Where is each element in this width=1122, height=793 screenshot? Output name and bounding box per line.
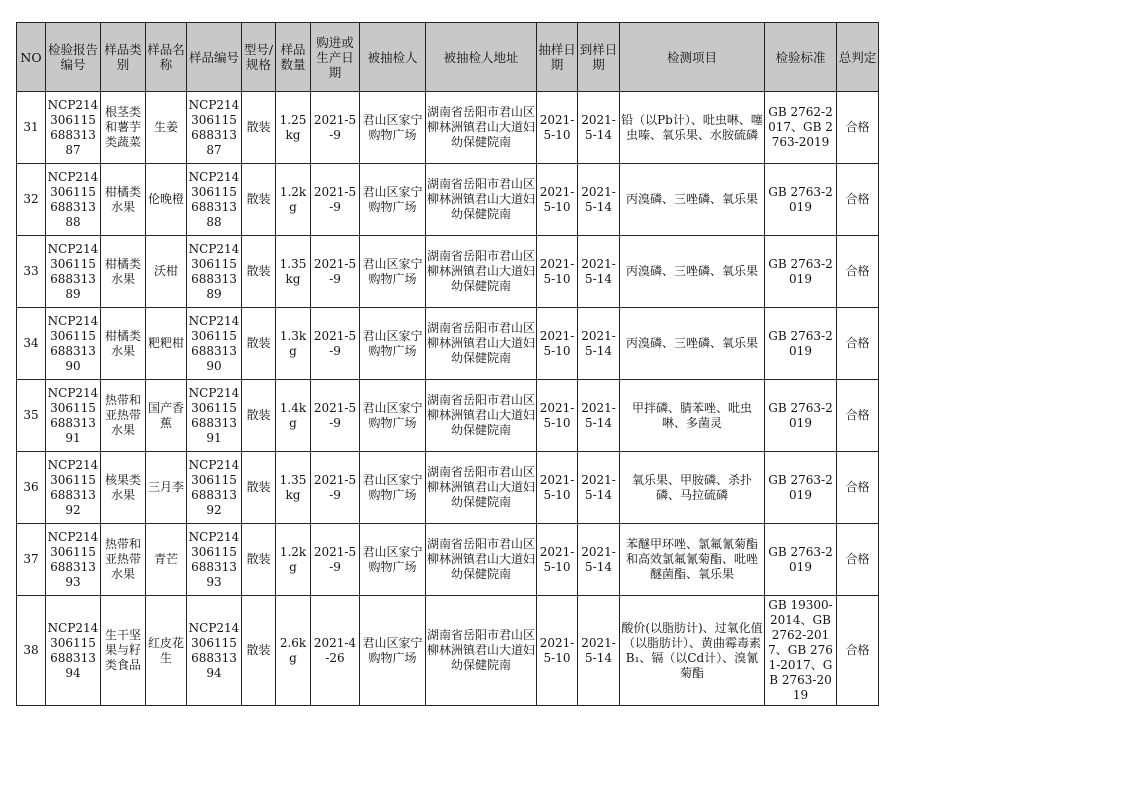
cell-name: 粑粑柑 [146,308,187,380]
cell-date: 2021-5-9 [311,308,360,380]
cell-items: 丙溴磷、三唑磷、氧乐果 [620,164,765,236]
cell-spec: 散装 [242,164,276,236]
cell-no: 35 [17,380,46,452]
cell-category: 核果类水果 [101,452,146,524]
cell-items: 甲拌磷、腈苯唑、吡虫啉、多菌灵 [620,380,765,452]
cell-category: 热带和亚热带水果 [101,380,146,452]
cell-verdict: 合格 [837,308,879,380]
cell-no: 32 [17,164,46,236]
cell-arrival-date: 2021-5-14 [578,596,620,706]
cell-report-no: NCP21430611568831393 [46,524,101,596]
cell-date: 2021-5-9 [311,236,360,308]
cell-standard: GB 2763-2019 [765,524,837,596]
cell-sampled-party: 君山区家宁购物广场 [360,236,426,308]
table-row [17,92,879,164]
cell-report-no: NCP21430611568831387 [46,92,101,164]
cell-standard: GB 19300-2014、GB 2762-2017、GB 2761-2017、GB 2763-2019 [765,596,837,706]
table-row [17,164,879,236]
cell-date: 2021-5-9 [311,164,360,236]
cell-sampled-party: 君山区家宁购物广场 [360,308,426,380]
cell-spec: 散装 [242,524,276,596]
cell-date: 2021-4-26 [311,596,360,706]
table-row [17,596,879,706]
column-header-sampled-party: 被抽检人 [360,23,426,92]
cell-name: 沃柑 [146,236,187,308]
cell-sample-no: NCP21430611568831388 [187,164,242,236]
cell-spec: 散装 [242,236,276,308]
cell-report-no: NCP21430611568831391 [46,380,101,452]
cell-sampling-date: 2021-5-10 [537,164,578,236]
cell-address: 湖南省岳阳市君山区柳林洲镇君山大道妇幼保健院南 [426,164,537,236]
cell-sampling-date: 2021-5-10 [537,452,578,524]
cell-no: 31 [17,92,46,164]
table-row [17,380,879,452]
cell-no: 38 [17,596,46,706]
cell-verdict: 合格 [837,164,879,236]
cell-category: 根茎类和薯芋类蔬菜 [101,92,146,164]
cell-arrival-date: 2021-5-14 [578,524,620,596]
cell-arrival-date: 2021-5-14 [578,236,620,308]
cell-date: 2021-5-9 [311,524,360,596]
cell-standard: GB 2763-2019 [765,380,837,452]
cell-address: 湖南省岳阳市君山区柳林洲镇君山大道妇幼保健院南 [426,524,537,596]
column-header-standard: 检验标准 [765,23,837,92]
column-header-sampling-date: 抽样日期 [537,23,578,92]
cell-sampling-date: 2021-5-10 [537,596,578,706]
column-header-date: 购进或生产日期 [311,23,360,92]
cell-name: 红皮花生 [146,596,187,706]
cell-quantity: 1.25kg [276,92,311,164]
cell-category: 柑橘类水果 [101,236,146,308]
table-row [17,308,879,380]
header-row [17,23,879,92]
cell-items: 铅（以Pb计）、吡虫啉、噻虫嗪、氧乐果、水胺硫磷 [620,92,765,164]
cell-spec: 散装 [242,308,276,380]
cell-date: 2021-5-9 [311,92,360,164]
cell-name: 生姜 [146,92,187,164]
cell-arrival-date: 2021-5-14 [578,308,620,380]
column-header-category: 样品类别 [101,23,146,92]
cell-address: 湖南省岳阳市君山区柳林洲镇君山大道妇幼保健院南 [426,308,537,380]
cell-standard: GB 2763-2019 [765,236,837,308]
cell-verdict: 合格 [837,452,879,524]
cell-sampling-date: 2021-5-10 [537,524,578,596]
cell-items: 氧乐果、甲胺磷、杀扑磷、马拉硫磷 [620,452,765,524]
cell-sampled-party: 君山区家宁购物广场 [360,164,426,236]
cell-sample-no: NCP21430611568831393 [187,524,242,596]
cell-sampling-date: 2021-5-10 [537,236,578,308]
cell-verdict: 合格 [837,524,879,596]
cell-sample-no: NCP21430611568831392 [187,452,242,524]
cell-sampled-party: 君山区家宁购物广场 [360,92,426,164]
cell-items: 丙溴磷、三唑磷、氧乐果 [620,308,765,380]
cell-quantity: 1.35kg [276,236,311,308]
cell-address: 湖南省岳阳市君山区柳林洲镇君山大道妇幼保健院南 [426,596,537,706]
cell-category: 柑橘类水果 [101,308,146,380]
cell-sample-no: NCP21430611568831390 [187,308,242,380]
cell-arrival-date: 2021-5-14 [578,92,620,164]
cell-spec: 散装 [242,596,276,706]
table-row [17,236,879,308]
cell-sampled-party: 君山区家宁购物广场 [360,524,426,596]
cell-verdict: 合格 [837,92,879,164]
cell-report-no: NCP21430611568831390 [46,308,101,380]
cell-verdict: 合格 [837,236,879,308]
cell-sample-no: NCP21430611568831389 [187,236,242,308]
cell-name: 三月李 [146,452,187,524]
cell-sample-no: NCP21430611568831394 [187,596,242,706]
column-header-quantity: 样品数量 [276,23,311,92]
column-header-spec: 型号/规格 [242,23,276,92]
cell-name: 青芒 [146,524,187,596]
cell-report-no: NCP21430611568831394 [46,596,101,706]
column-header-arrival-date: 到样日期 [578,23,620,92]
cell-quantity: 1.2kg [276,524,311,596]
cell-report-no: NCP21430611568831392 [46,452,101,524]
cell-items: 酸价(以脂肪计)、过氧化值（以脂肪计）、黄曲霉毒素B₁、镉（以Cd计）、溴氰菊酯 [620,596,765,706]
cell-no: 33 [17,236,46,308]
column-header-no: NO [17,23,46,92]
cell-date: 2021-5-9 [311,380,360,452]
cell-verdict: 合格 [837,596,879,706]
cell-report-no: NCP21430611568831388 [46,164,101,236]
cell-address: 湖南省岳阳市君山区柳林洲镇君山大道妇幼保健院南 [426,236,537,308]
cell-spec: 散装 [242,380,276,452]
cell-quantity: 1.2kg [276,164,311,236]
cell-standard: GB 2763-2019 [765,452,837,524]
cell-sampled-party: 君山区家宁购物广场 [360,452,426,524]
cell-name: 国产香蕉 [146,380,187,452]
cell-sampled-party: 君山区家宁购物广场 [360,596,426,706]
cell-sampling-date: 2021-5-10 [537,308,578,380]
cell-standard: GB 2763-2019 [765,308,837,380]
cell-verdict: 合格 [837,380,879,452]
cell-spec: 散装 [242,92,276,164]
cell-spec: 散装 [242,452,276,524]
cell-arrival-date: 2021-5-14 [578,380,620,452]
cell-date: 2021-5-9 [311,452,360,524]
column-header-items: 检测项目 [620,23,765,92]
cell-arrival-date: 2021-5-14 [578,164,620,236]
cell-no: 34 [17,308,46,380]
column-header-sample-no: 样品编号 [187,23,242,92]
cell-address: 湖南省岳阳市君山区柳林洲镇君山大道妇幼保健院南 [426,92,537,164]
column-header-address: 被抽检人地址 [426,23,537,92]
table-body [17,92,879,706]
cell-items: 苯醚甲环唑、氯氟氰菊酯和高效氯氟氰菊酯、吡唑醚菌酯、氧乐果 [620,524,765,596]
cell-category: 热带和亚热带水果 [101,524,146,596]
cell-sample-no: NCP21430611568831387 [187,92,242,164]
table-row [17,524,879,596]
cell-standard: GB 2763-2019 [765,164,837,236]
table-header [17,23,879,92]
cell-sampling-date: 2021-5-10 [537,92,578,164]
table-row [17,452,879,524]
cell-category: 柑橘类水果 [101,164,146,236]
cell-address: 湖南省岳阳市君山区柳林洲镇君山大道妇幼保健院南 [426,452,537,524]
cell-name: 伦晚橙 [146,164,187,236]
cell-quantity: 1.35kg [276,452,311,524]
cell-arrival-date: 2021-5-14 [578,452,620,524]
cell-no: 37 [17,524,46,596]
column-header-name: 样品名称 [146,23,187,92]
cell-address: 湖南省岳阳市君山区柳林洲镇君山大道妇幼保健院南 [426,380,537,452]
cell-sampled-party: 君山区家宁购物广场 [360,380,426,452]
cell-sample-no: NCP21430611568831391 [187,380,242,452]
column-header-report-no: 检验报告编号 [46,23,101,92]
cell-quantity: 2.6kg [276,596,311,706]
cell-quantity: 1.4kg [276,380,311,452]
inspection-results-table [16,22,879,706]
cell-standard: GB 2762-2017、GB 2763-2019 [765,92,837,164]
cell-no: 36 [17,452,46,524]
column-header-verdict: 总判定 [837,23,879,92]
cell-sampling-date: 2021-5-10 [537,380,578,452]
cell-category: 生干坚果与籽类食品 [101,596,146,706]
cell-quantity: 1.3kg [276,308,311,380]
cell-items: 丙溴磷、三唑磷、氧乐果 [620,236,765,308]
cell-report-no: NCP21430611568831389 [46,236,101,308]
